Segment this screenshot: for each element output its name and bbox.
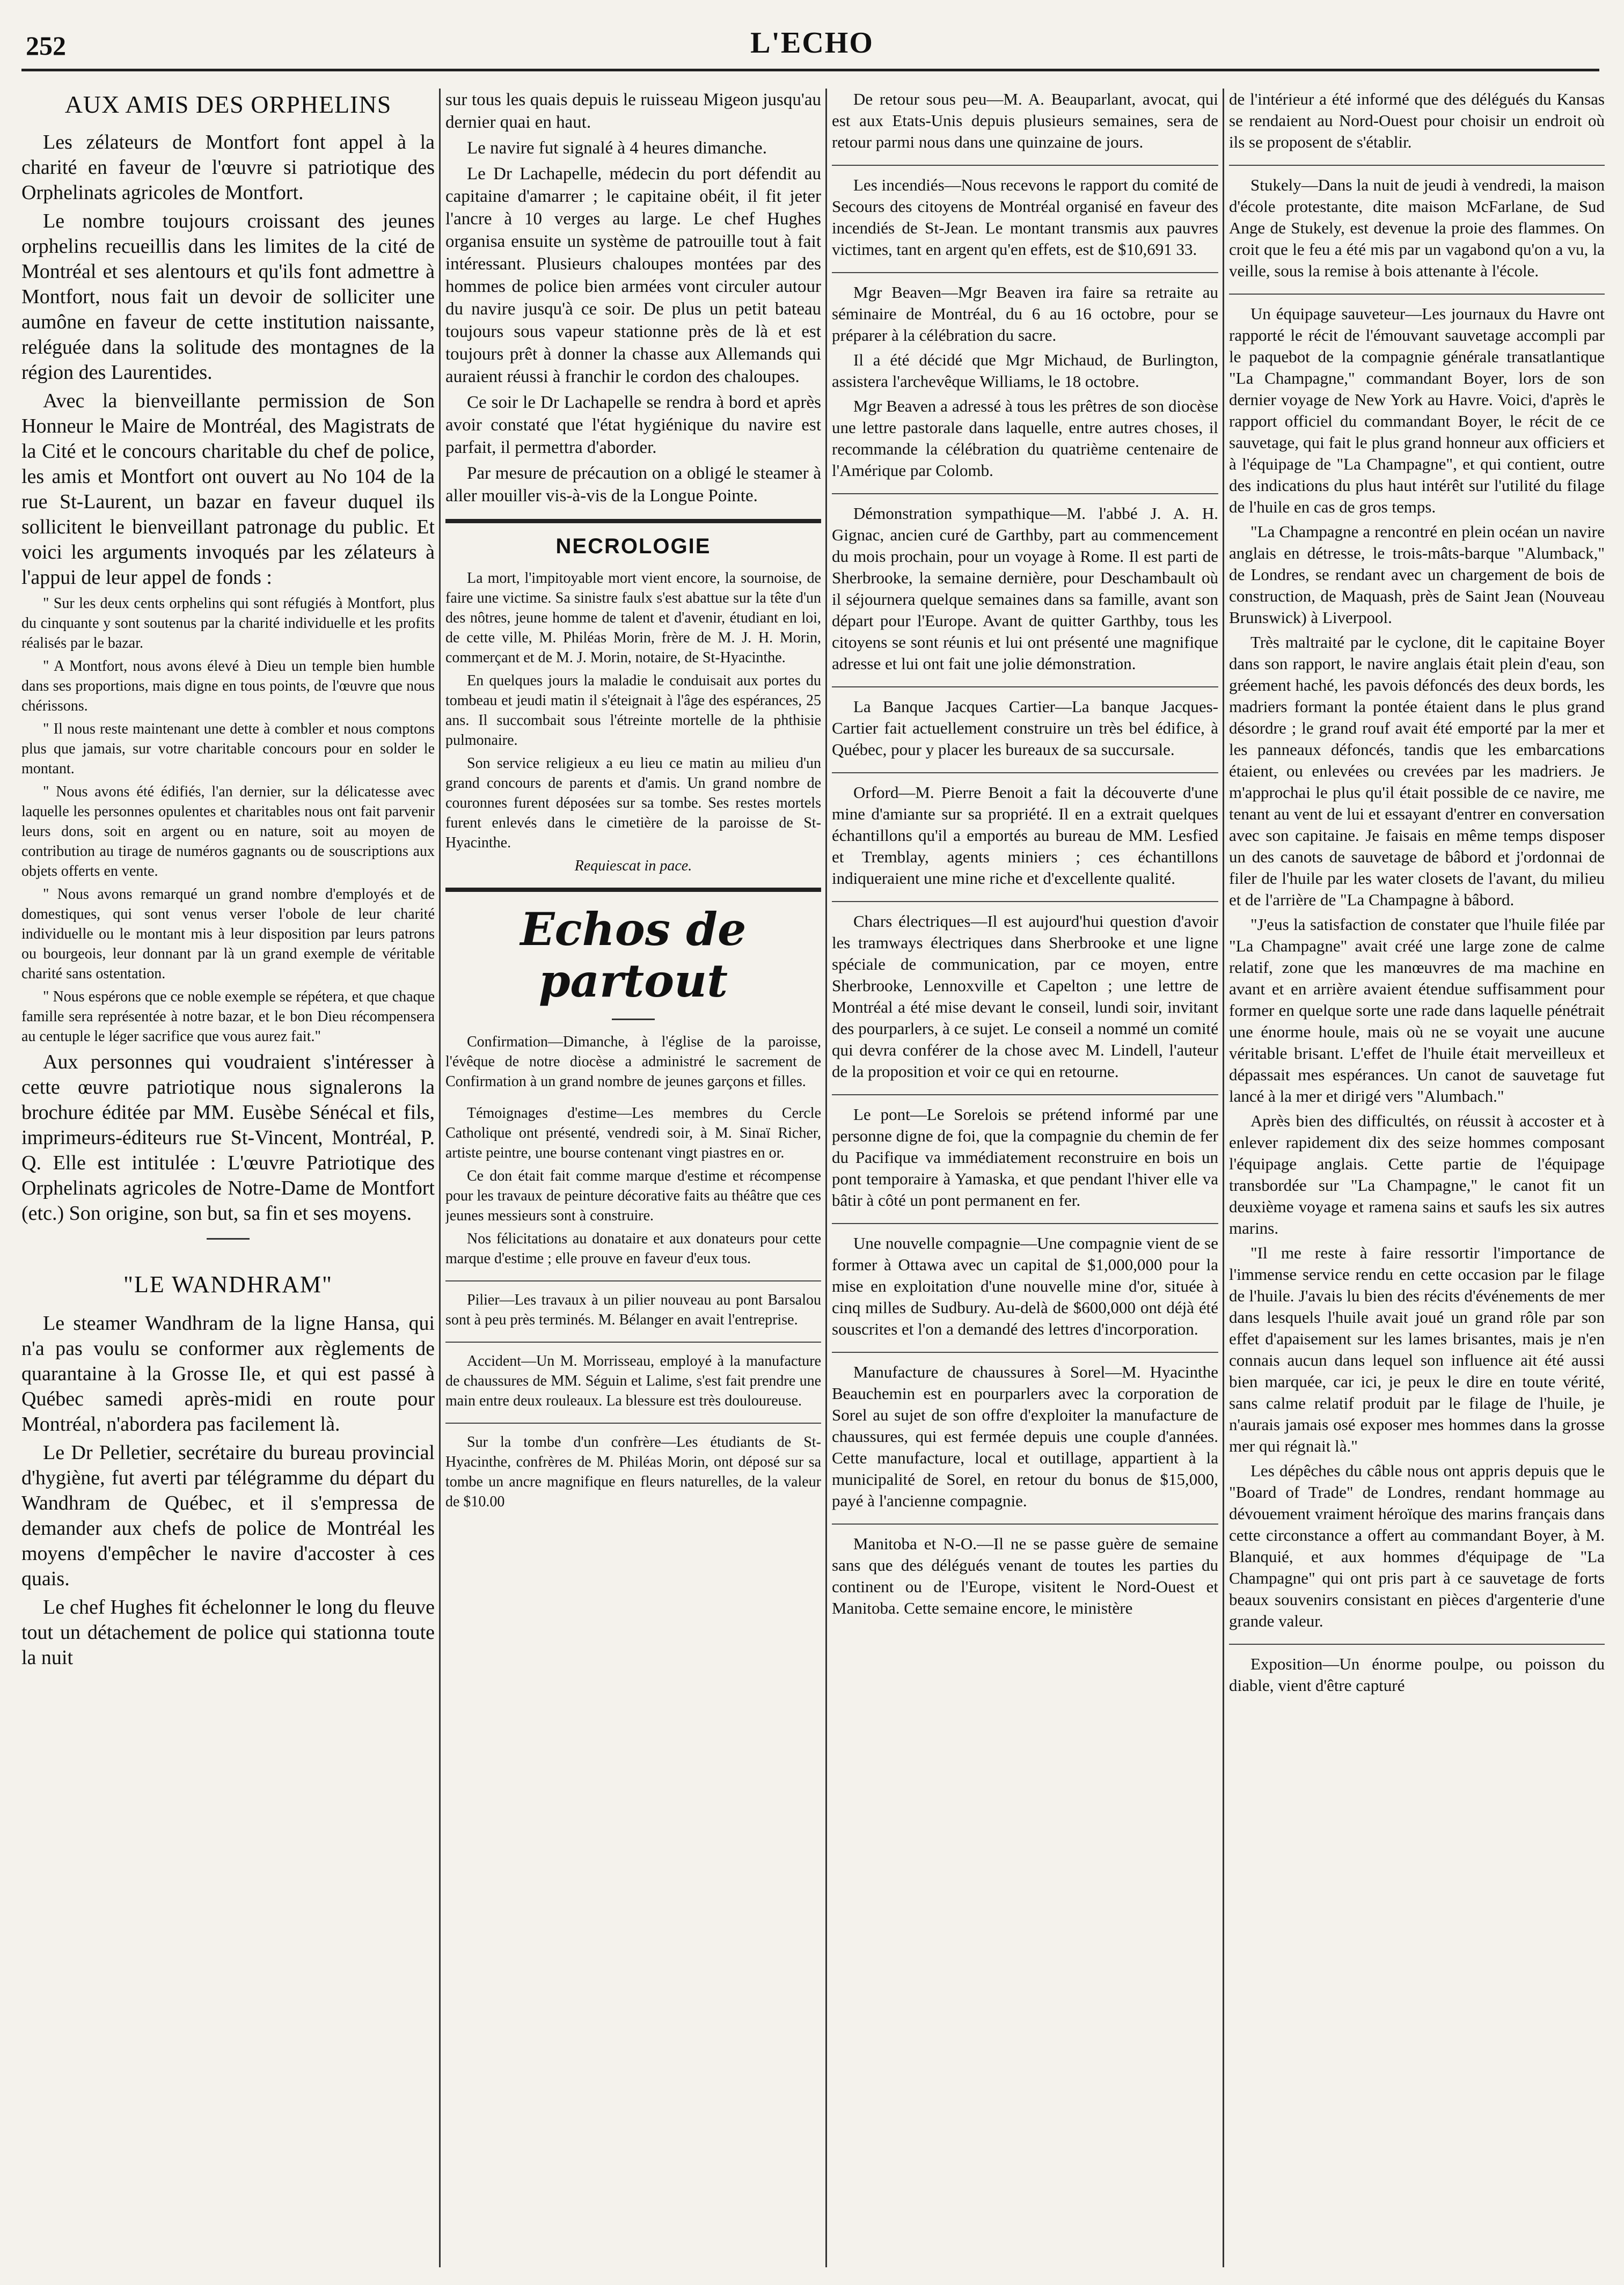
item-separator: [832, 1352, 1218, 1353]
item-separator: [832, 1094, 1218, 1095]
paragraph: En quelques jours la maladie le conduisait aux portes du tombeau et jeudi matin il s'éteignait à l'âge des espérances, 25 ans. Il succombait sous l'étreinte mortelle de la phthisie pulmonaire.: [445, 672, 821, 749]
news-item: De retour sous peu—M. A. Beauparlant, avocat, qui est aux Etats-Unis depuis plusieurs semaines, sera de retour parmi nous dans une quinzaine de jours.: [832, 90, 1218, 151]
news-item: Pilier—Les travaux à un pilier nouveau au pont Barsalou sont à peu près terminés. M. Bélanger en avait l'entreprise.: [445, 1292, 821, 1328]
signature-line: Requiescat in pace.: [574, 858, 692, 874]
news-item: Exposition—Un énorme poulpe, ou poisson du diable, vient d'être capturé: [1229, 1654, 1605, 1695]
quote-paragraph: " Nous avons remarqué un grand nombre d'employés et de domestiques, qui sont venus verser l'obole de leur charité individuelle ou le montant mis à leur disposition par leurs patrons ou bourgeois, leur donnant par là un grand exemple de véritable charité sans ostentation.: [21, 886, 435, 982]
news-item: Le pont—Le Sorelois se prétend informé par une personne digne de foi, que la compagnie du chemin de fer du Pacifique va immédiatement reconstruire en bois un pont temporaire à Yamaska, et que pendant l'hiver elle va bâtir à côté un pont permanent en fer.: [832, 1105, 1218, 1210]
header-rule: [21, 69, 1599, 71]
section-rule: [445, 888, 821, 892]
paragraph: Le steamer Wandhram de la ligne Hansa, qui n'a pas voulu se conformer aux règlements de quarantaine à la Grosse Ile, et qui est passé à Québec samedi après-midi en route pour Montréal, n'abordera pas facilement là.: [21, 1312, 435, 1436]
item-separator: [832, 1223, 1218, 1224]
paragraph: Le nombre toujours croissant des jeunes orphelins recueillis dans les limites de la cité de Montréal et ses alentours et qu'ils font admettre à Montfort, nous fait un devoir de solliciter une aumône en faveur de cette institution naissante, reléguée dans la solitude des montagnes de la région des Laurentides.: [21, 210, 435, 384]
item-separator: [832, 686, 1218, 687]
news-item: Témoignages d'estime—Les membres du Cercle Catholique ont présenté, vendredi soir, à M. Sinaï Richer, artiste peintre, une bourse contenant vingt piastres en or.: [445, 1105, 821, 1161]
paragraph: Mgr Beaven a adressé à tous les prêtres de son diocèse une lettre pastorale dans laquelle, entre autres choses, il recommande la célébration du quatrième centenaire de l'Amérique par Colomb.: [832, 397, 1218, 480]
news-item: Manitoba et N-O.—Il ne se passe guère de semaine sans que des délégués venant de toutes les parties du continent ou de l'Europe, visitent le Nord-Ouest et Manitoba. Cette semaine encore, le ministère: [832, 1534, 1218, 1617]
item-separator: [1229, 1644, 1605, 1645]
column-4: [1229, 89, 1605, 2273]
item-separator: [445, 1423, 821, 1424]
news-item: Mgr Beaven—Mgr Beaven ira faire sa retraite au séminaire de Montréal, du 6 au 16 octobre, pour se préparer à la célébration du sacre.: [832, 283, 1218, 345]
paragraph: Les dépêches du câble nous ont appris depuis que le "Board of Trade" de Londres, rendant hommage au dévouement vraiment héroïque des marins français dans cette circonstance a offert au commandant Boyer, à M. Blanquié, et aux hommes d'équipage de "La Champagne" qui ont pris part à ce sauvetage de forts beaux souvenirs consistant en pièces d'argenterie d'une grande valeur.: [1229, 1461, 1605, 1630]
paragraph: Les zélateurs de Montfort font appel à la charité en faveur de l'œuvre si patriotique des Orphelinats agricoles de Montfort.: [21, 131, 435, 204]
item-separator: [832, 272, 1218, 273]
news-item: Confirmation—Dimanche, à l'église de la paroisse, l'évêque de notre diocèse a administré le sacrement de Confirmation à un grand nombre de jeunes garçons et filles.: [445, 1034, 821, 1090]
page-number: 252: [26, 31, 66, 61]
paragraph: Le Dr Lachapelle, médecin du port défendit au capitaine d'amarrer ; le capitaine obéit, il fit jeter l'ancre à 10 verges au large. Le chef Hughes organisa ensuite un système de patrouille tout à fait intéressant. Plusieurs chaloupes montées par des hommes de police bien armées vont circuler autour du navire jusqu'à ce soir. De plus un petit bateau toujours sous vapeur stationne près de là et est toujours prêt à donner la chasse aux Allemands qui auraient réussi à franchir le cordon des chaloupes.: [445, 164, 821, 386]
news-item: Orford—M. Pierre Benoit a fait la découverte d'une mine d'amiante sur sa propriété. Il en a extrait quelques échantillons qu'il a emportés au bureau de MM. Lesfied et Tremblay, agents miniers ; ces échantillons indiqueraient une mine riche et d'excellente qualité.: [832, 783, 1218, 888]
item-separator: [832, 772, 1218, 773]
paragraph: Par mesure de précaution on a obligé le steamer à aller mouiller vis-à-vis de la Longue Pointe.: [445, 464, 821, 506]
paragraph: Son service religieux a eu lieu ce matin au milieu d'un grand concours de parents et d'amis. Un grand nombre de couronnes furent déposées sur sa tombe. Ses restes mortels furent enlevés dans le cimetière de la paroisse de St-Hyacinthe.: [445, 755, 821, 851]
news-item: Accident—Un M. Morrisseau, employé à la manufacture de chaussures de MM. Séguin et Lalime, s'est fait prendre une main entre deux rouleaux. La blessure est très douloureuse.: [445, 1353, 821, 1409]
paragraph: Nos félicitations au donataire et aux donateurs pour cette marque d'estime ; elle prouve en faveur d'eux tous.: [445, 1231, 821, 1267]
item-separator: [832, 901, 1218, 902]
news-item: Démonstration sympathique—M. l'abbé J. A. H. Gignac, ancien curé de Garthby, part au commencement du mois prochain, pour un voyage à Rome. Il est parti de Sherbrooke, la semaine dernière, pour Deschambault où il séjournera quelque semaines dans sa famille, avant son départ pour l'Europe. Avant de quitter Garthby, tous les citoyens se sont réunis et lui ont présenté une magnifique adresse et lui ont fait une jolie démonstration.: [832, 504, 1218, 673]
paragraph: sur tous les quais depuis le ruisseau Migeon jusqu'au dernier quai en haut.: [445, 90, 821, 132]
paragraph: Après bien des difficultés, on réussit à accoster et à enlever rapidement dix des seize hommes composant l'équipage anglais. Cette partie de l'équipage transbordée sur "La Champagne," le canot fit un deuxième voyage et ramena sains et saufs les six autres marins.: [1229, 1111, 1605, 1237]
paragraph: "Il me reste à faire ressortir l'importance de l'immense service rendu en cette occasion par le filage de l'huile. J'avais lu bien des récits d'événements de mer dans lesquels l'huile avait joué un grand rôle par son effet d'apaisement sur les lames brisantes, mais je n'en connais aucun dans lequel son influence ait été aussi bien marquée, car ici, je peux le dire en toute vérité, sans calme relatif produit par le filage de l'huile, je n'aurais jamais osé exposer mes hommes dans la grosse mer qui régnait là.": [1229, 1243, 1605, 1455]
column-2: [445, 89, 821, 2273]
paragraph: Avec la bienveillante permission de Son Honneur le Maire de Montréal, des Magistrats de la Cité et le concours charitable du chef de police, les amis et Montfort ont ouvert au No 104 de la rue St-Laurent, un bazar en faveur duquel ils sollicitent le bienveillant patronage du public. Et voici les arguments invoqués par les zélateurs à l'appui de leur appel de fonds :: [21, 390, 435, 589]
quote-paragraph: " Nous espérons que ce noble exemple se répétera, et que chaque famille sera représentée à notre bazar, et le bon Dieu récompensera au centuple le léger sacrifice que vous aurez fait.": [21, 988, 435, 1045]
news-item: Une nouvelle compagnie—Une compagnie vient de se former à Ottawa avec un capital de $1,000,000 pour la mise en exploitation d'une nouvelle mine d'or, située à cinq milles de Sudbury. Au-delà de $600,000 ont déjà été souscrites et l'on a demandé des lettres d'incorporation.: [832, 1234, 1218, 1338]
column-divider: [1223, 89, 1224, 2267]
paragraph: Très maltraité par le cyclone, dit le capitaine Boyer dans son rapport, le navire anglais était plein d'eau, son gréement haché, les pavois défoncés des deux bords, les madriers formant la pontée étaient dans le plus grand désordre ; le grand rouf avait été emporté par la mer et les panneaux défoncés, tandis que les embarcations étaient, ou enlevées ou crevées par les madriers. Je m'approchai le plus qu'il était possible de ce navire, me tenant au vent de lui et essayant d'entrer en conversation avec son capitaine. Je faisais en même temps disposer un des canots de sauvetage de bâbord et j'ordonnai de filer de l'huile par les water closets de l'avant, du milieu et de l'arrière de "La Champagne à bâbord.: [1229, 633, 1605, 909]
item-separator: [445, 1280, 821, 1281]
paragraph: Ce soir le Dr Lachapelle se rendra à bord et après avoir constaté que l'état hygiénique du navire est parfait, il permettra d'aborder.: [445, 393, 821, 457]
quote-paragraph: " Sur les deux cents orphelins qui sont réfugiés à Montfort, plus du cinquante y sont soutenus par la charité individuelle et les profits réalisés par le bazar.: [21, 595, 435, 651]
article-title-orphelins: AUX AMIS DES ORPHELINS: [64, 91, 392, 118]
section-title-echos: Echos de partout: [520, 903, 747, 1007]
paragraph: La mort, l'impitoyable mort vient encore, la sournoise, de faire une victime. Sa sinistre faulx s'est abattue sur la tête d'un des nôtres, jeune homme de talent et d'avenir, étudiant en loi, de cette ville, M. Philéas Morin, frère de M. J. H. Morin, commerçant et de M. J. Morin, notaire, de St-Hyacinthe.: [445, 570, 821, 666]
news-item: Sur la tombe d'un confrère—Les étudiants de St-Hyacinthe, confrères de M. Philéas Morin, ont déposé sur sa tombe un ancre magnifique en fleurs naturelles, de la valeur de $10.00: [445, 1434, 821, 1510]
paragraph: "La Champagne a rencontré en plein océan un navire anglais en détresse, le trois-mâts-barque "Alumback," de Londres, se rendant avec un chargement de bois de construction, de Maquash, près de Saint Jean (Nouveau Brunswick) à Liverpool.: [1229, 522, 1605, 627]
quote-paragraph: " Il nous reste maintenant une dette à combler et nous comptons plus que jamais, sur votre charitable concours pour en solder le montant.: [21, 721, 435, 777]
section-rule: [445, 519, 821, 523]
paragraph: "J'eus la satisfaction de constater que l'huile filée par "La Champagne" avait créé une large zone de calme relatif, zone que les manœuvres de ma machine en avant et en arrière avaient étendue suffisamment pour former en quelque sorte une rade dans laquelle pénétrait une énorme houle, mais où ne se voyait une aucune véritable brisant. L'effet de l'huile était merveilleux et dépassait mes espérances. Un canot de sauvetage fut lancé à la mer et dirigé vers "Alumbach.": [1229, 915, 1605, 1105]
news-item: Stukely—Dans la nuit de jeudi à vendredi, la maison d'école protestante, dite maison McFarlane, de Sud Ange de Stukely, est devenue la proie des flammes. On croit que le feu a été mis par un vagabond qu'on a vu, la veille, sous la remise à bois attenante à l'école.: [1229, 175, 1605, 280]
news-item: La Banque Jacques Cartier—La banque Jacques-Cartier fait actuellement construire un très bel édifice, à Québec, pour y placer les bureaux de sa succursale.: [832, 697, 1218, 759]
item-separator: [832, 165, 1218, 166]
item-separator: [1229, 165, 1605, 166]
separator: [207, 1238, 250, 1240]
news-item: Manufacture de chaussures à Sorel—M. Hyacinthe Beauchemin est en pourparlers avec la corporation de Sorel au sujet de son offre d'exploiter la manufacture de chaussures, qui est fermée depuis une couple d'années. Cette manufacture, local et outillage, appartient à la municipalité de Sorel, en retour du bonus de $15,000, payé à l'ancienne compagnie.: [832, 1363, 1218, 1510]
paragraph: Aux personnes qui voudraient s'intéresser à cette œuvre patriotique nous signalerons la brochure éditée par MM. Eusèbe Sénécal et fils, imprimeurs-éditeurs rue St-Vincent, Montréal, P. Q. Elle est intitulée : L'œuvre Patriotique des Orphelinats agricoles de Notre-Dame de Montfort (etc.) Son origine, son but, sa fin et ses moyens.: [21, 1051, 435, 1225]
news-item: Chars électriques—Il est aujourd'hui question d'avoir les tramways électriques dans Sherbrooke et une ligne spéciale de communication, par ce moyen, entre Sherbrooke, Lennoxville et Capelton ; une lettre de Montréal a été mise devant le conseil, lundi soir, invitant des pourparlers, à ce sujet. Le conseil a nommé un comité qui devra conférer de la chose avec M. Lindell, l'auteur de la proposition et voir ce qui en retourne.: [832, 912, 1218, 1081]
item-separator: [832, 493, 1218, 494]
column-divider: [439, 89, 441, 2267]
section-title-necrologie: NECROLOGIE: [555, 534, 711, 558]
item-separator: [1229, 294, 1605, 295]
column-1: [21, 89, 435, 2273]
item-separator: [445, 1342, 821, 1343]
quote-paragraph: " A Montfort, nous avons élevé à Dieu un temple bien humble dans ses proportions, mais digne en tous points, de l'œuvre que nous chérissons.: [21, 658, 435, 714]
paragraph: Ce don était fait comme marque d'estime et récompense pour les travaux de peinture décorative faits au théâtre que ces jeunes messieurs sont à construire.: [445, 1168, 821, 1224]
quote-paragraph: " Nous avons été édifiés, l'an dernier, sur la délicatesse avec laquelle les personnes opulentes et charitables nous ont fait parvenir leurs dons, soit en argent ou en nature, soit au moyen de contribution au tirage de numéros gagnants ou de souscriptions aux objets offerts en vente.: [21, 783, 435, 880]
paragraph: Le navire fut signalé à 4 heures dimanche.: [467, 138, 767, 158]
separator: [612, 1019, 655, 1020]
item-separator: [832, 1524, 1218, 1525]
paragraph: Il a été décidé que Mgr Michaud, de Burlington, assistera l'archevêque Williams, le 18 octobre.: [832, 350, 1218, 391]
paragraph: de l'intérieur a été informé que des délégués du Kansas se rendaient au Nord-Ouest pour choisir un endroit où ils se proposent de s'établir.: [1229, 90, 1605, 151]
column-divider: [825, 89, 827, 2267]
news-item: Un équipage sauveteur—Les journaux du Havre ont rapporté le récit de l'émouvant sauvetage accompli par le paquebot de la compagnie générale transatlantique "La Champagne," commandant Boyer, lors de son dernier voyage de New York au Havre. Voici, d'après le rapport officiel du commandant Boyer, le récit de ce sauvetage, qui fait le plus grand honneur aux officiers et à l'équipage de "La Champagne", et qui contient, outre des indications du plus haut intérêt sur l'utilité du filage de l'huile en cas de gros temps.: [1229, 304, 1605, 516]
newspaper-title: L'ECHO: [750, 26, 874, 60]
news-item: Les incendiés—Nous recevons le rapport du comité de Secours des citoyens de Montréal organisé en faveur des incendiés de St-Jean. Le montant transmis aux pauvres victimes, tant en argent qu'en effets, est de $10,691 33.: [832, 175, 1218, 259]
paragraph: Le chef Hughes fit échelonner le long du fleuve tout un détachement de police qui stationna toute la nuit: [21, 1596, 435, 1669]
article-title-wandhram: "LE WANDHRAM": [123, 1271, 333, 1298]
paragraph: Le Dr Pelletier, secrétaire du bureau provincial d'hygiène, fut averti par télégramme du départ du Wandhram de Québec, et il s'empressa de demander aux chefs de police de Montréal les moyens d'empêcher le navire d'accoster à ces quais.: [21, 1441, 435, 1590]
column-3: [832, 89, 1218, 2273]
